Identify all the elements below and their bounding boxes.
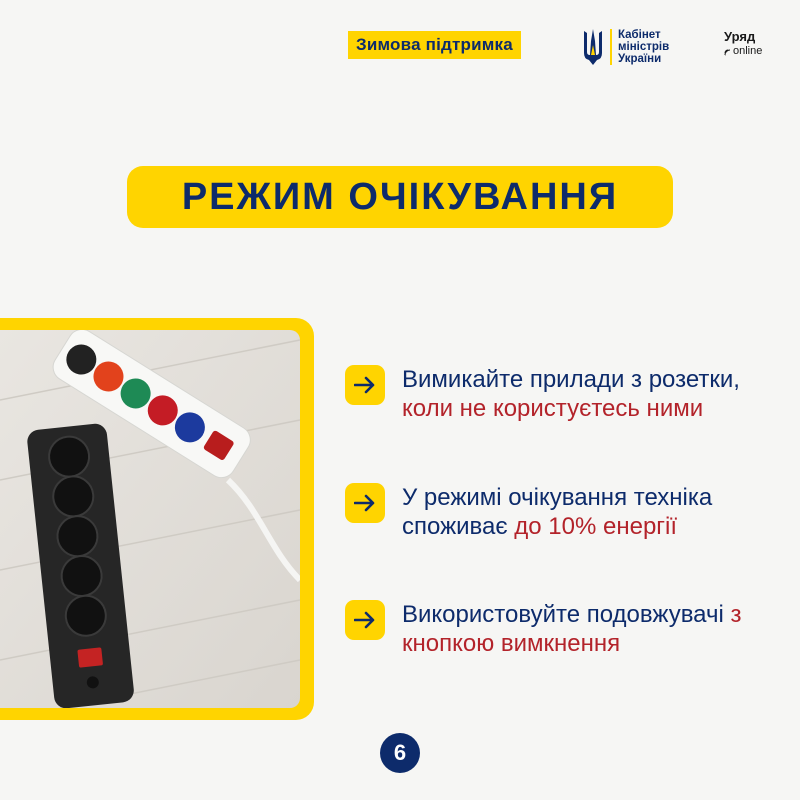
arrow-icon xyxy=(345,483,385,523)
uryad-subtitle-row xyxy=(724,44,762,58)
tip-text-2 xyxy=(402,483,742,541)
tip-text-1 xyxy=(402,365,742,423)
tip-highlight-text: з кнопкою вимкнення xyxy=(402,601,742,657)
cabinet-logo xyxy=(580,27,730,67)
tip-text-3 xyxy=(402,600,742,658)
photo-frame xyxy=(0,318,314,720)
page-title: РЕЖИМ ОЧІКУВАННЯ xyxy=(181,175,619,218)
cabinet-line-2: міністрів xyxy=(618,41,670,53)
uryad-subtitle: online xyxy=(733,45,763,57)
uryad-online-logo xyxy=(724,30,762,58)
cabinet-line-3: України xyxy=(618,53,662,65)
campaign-tag: Зимова підтримка xyxy=(348,31,521,59)
arrow-icon xyxy=(345,365,385,405)
logo-divider xyxy=(610,29,612,65)
tip-normal-text: У режимі очікування техніка споживає xyxy=(402,484,713,540)
heading-banner xyxy=(127,166,673,228)
tip-normal-text: Вимикайте прилади з розетки, xyxy=(402,366,740,393)
uryad-title: Уряд xyxy=(724,29,756,44)
cabinet-line-1: Кабінет xyxy=(618,29,661,41)
tip-normal-text: Використовуйте подовжувачі xyxy=(402,601,731,628)
arrow-icon xyxy=(345,600,385,640)
tip-highlight-text: коли не користуєтесь ними xyxy=(402,395,704,422)
power-strips-photo xyxy=(0,330,300,708)
trident-icon xyxy=(580,27,606,67)
cabinet-name xyxy=(618,29,669,65)
signal-icon xyxy=(724,47,731,56)
page-number-badge: 6 xyxy=(380,733,420,773)
tip-highlight-text: до 10% енергії xyxy=(514,513,678,540)
